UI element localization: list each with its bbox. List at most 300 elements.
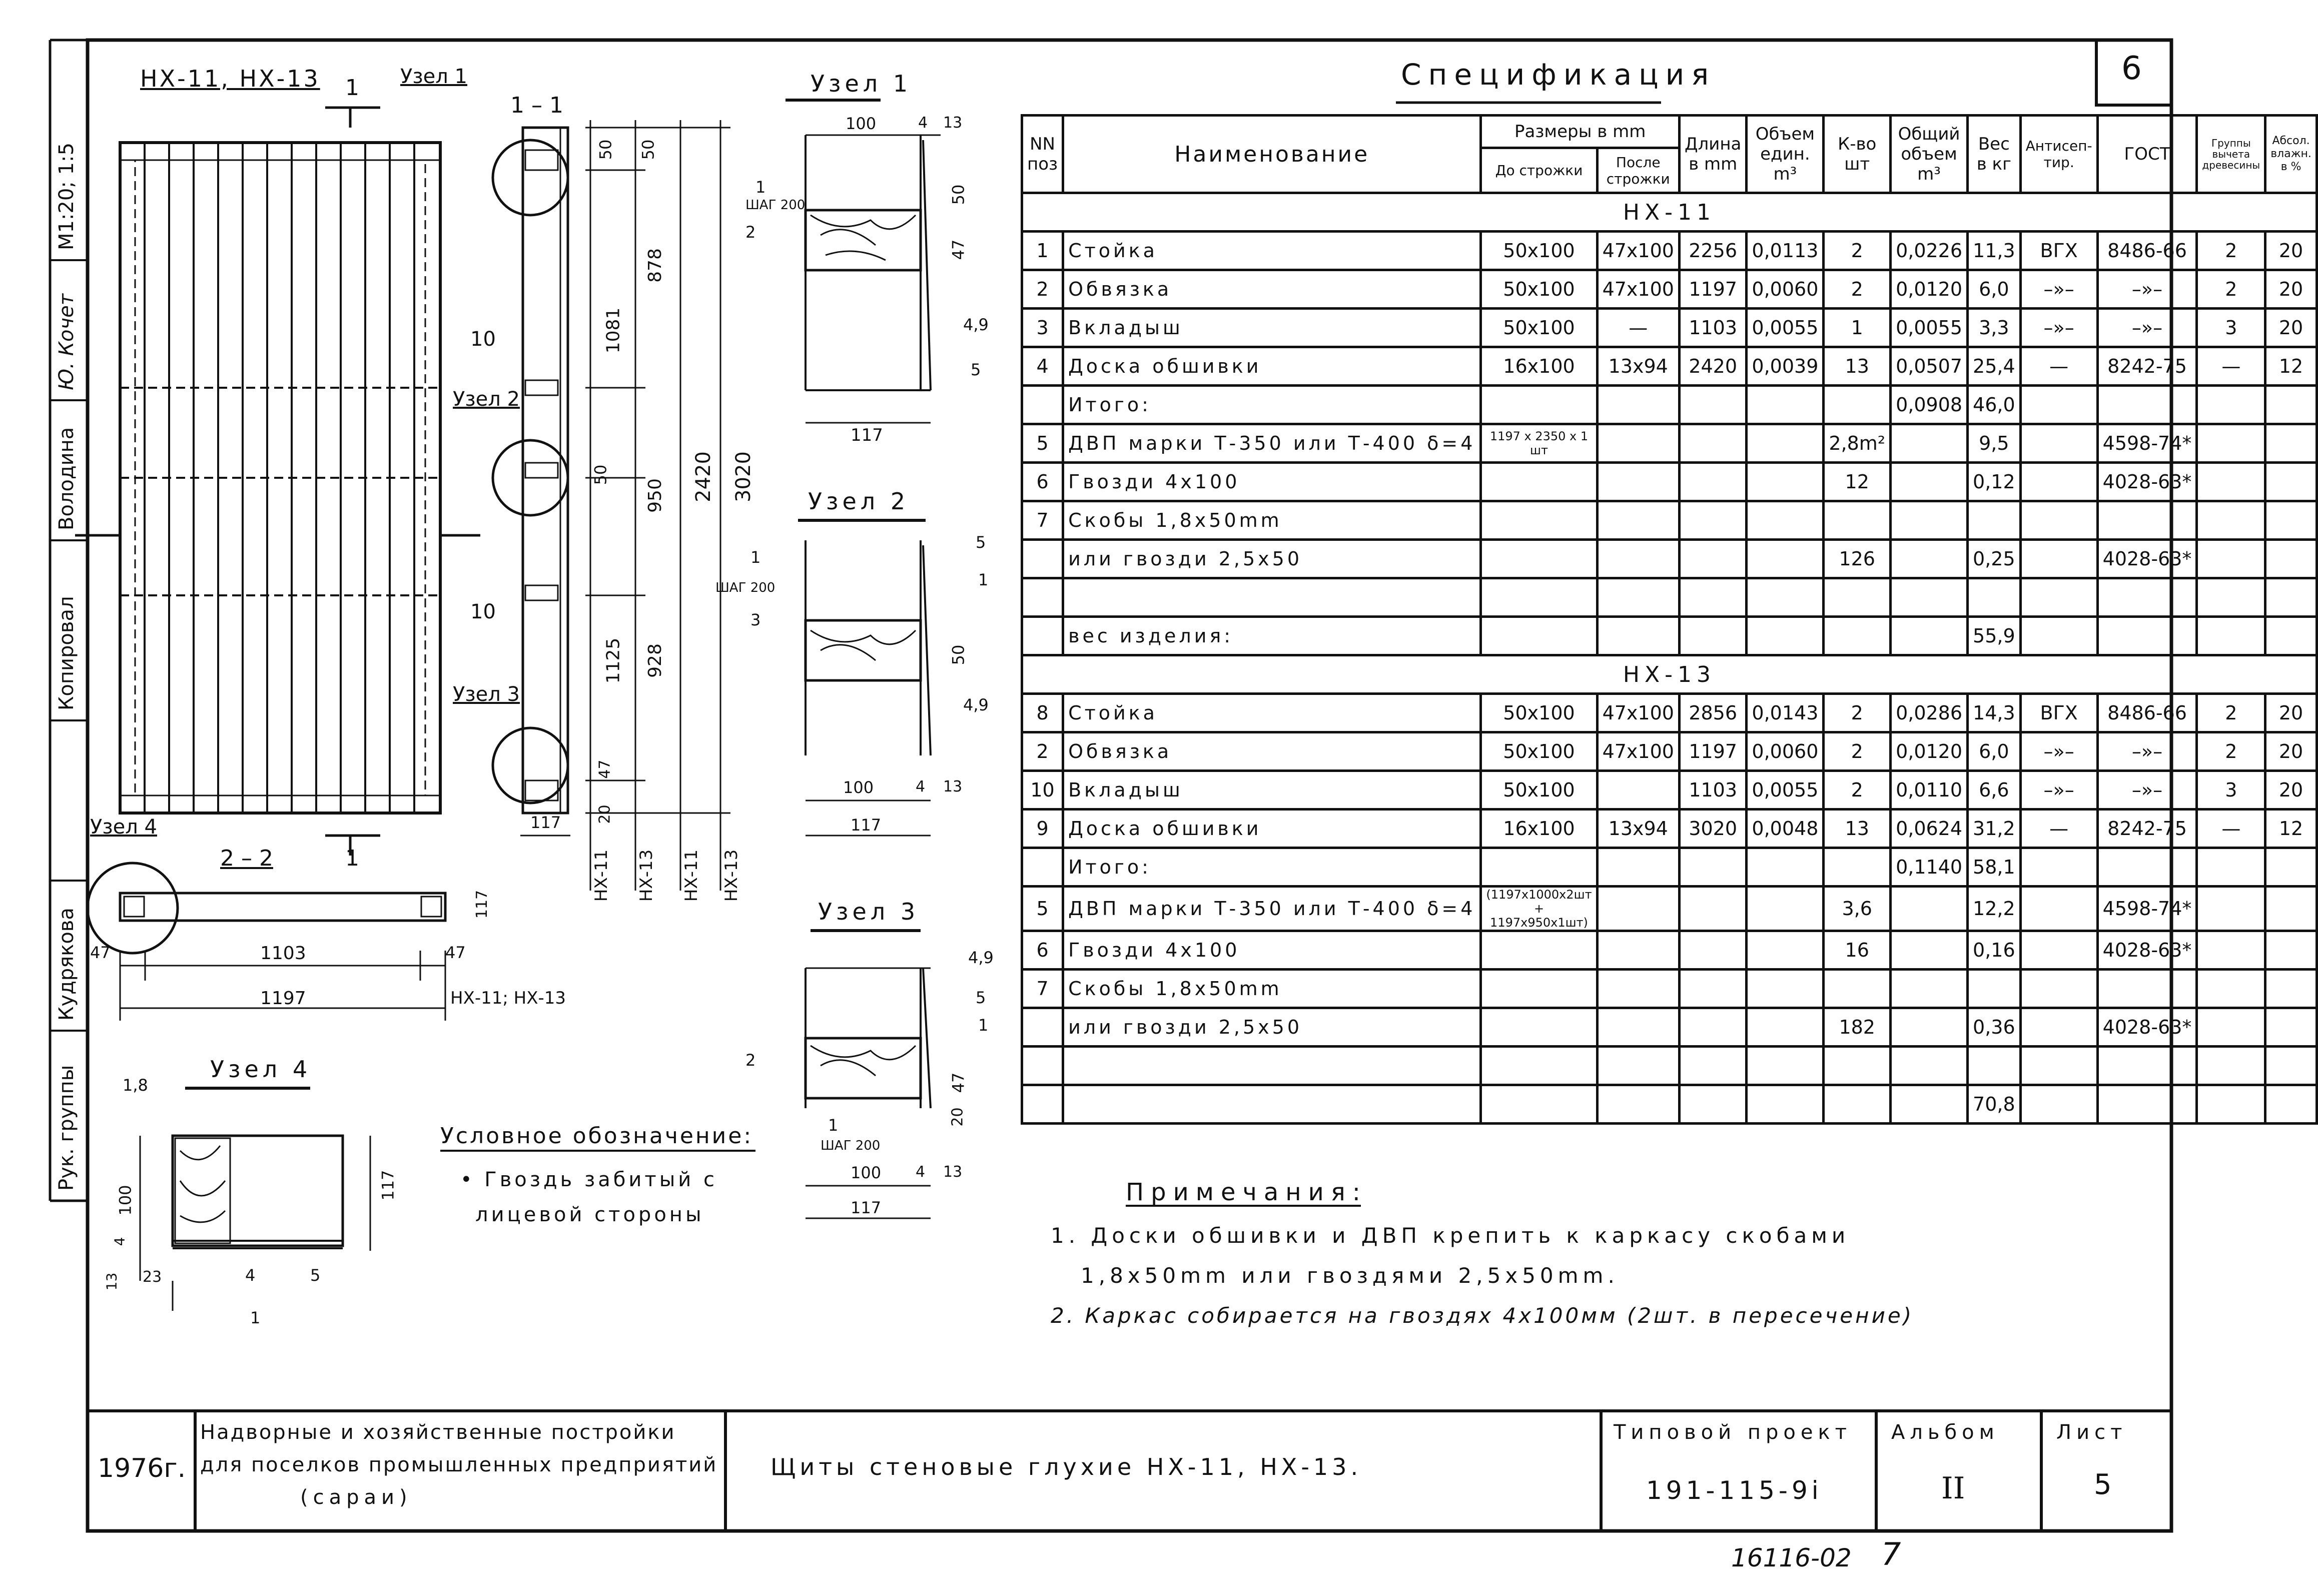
mark: 1: [755, 178, 766, 197]
dim: 1103: [260, 943, 306, 964]
mark: 2: [745, 223, 756, 242]
spec-cell: 4028-63*: [2097, 1008, 2197, 1047]
spec-cell: [1679, 617, 1746, 655]
spec-group-label: НХ-11: [1022, 193, 2317, 232]
spec-cell: [1891, 970, 1968, 1008]
strip-cell: М1:20; 1:5: [55, 143, 78, 250]
spec-row: [1022, 232, 2317, 270]
spec-cell: Итого:: [1063, 848, 1481, 887]
variant-label: НХ-11: [591, 849, 612, 902]
spec-cell: [1481, 848, 1597, 887]
spec-cell: 25,4: [1968, 347, 2021, 386]
spec-cell: 3,6: [1824, 887, 1891, 931]
uzel-3-ref: Узел 3: [453, 683, 520, 706]
dim: 928: [644, 643, 665, 678]
strip-cell: Рук. группы: [55, 1065, 78, 1191]
spec-cell: [2020, 1008, 2097, 1047]
spec-cell: 182: [1824, 1008, 1891, 1047]
spec-cell: 50х100: [1481, 309, 1597, 347]
spec-cell: —: [2020, 347, 2097, 386]
spec-cell: [1597, 1085, 1679, 1124]
spec-cell: или гвозди 2,5х50: [1063, 1008, 1481, 1047]
spec-cell: 2: [1824, 270, 1891, 309]
spec-cell: [1747, 617, 1824, 655]
mark: 1: [828, 1116, 839, 1135]
spec-cell: [1022, 540, 1063, 578]
spec-row: [1022, 1085, 2317, 1124]
legend-line: лицевой стороны: [475, 1203, 704, 1226]
spec-cell: [1891, 1008, 1968, 1047]
spec-cell: [1679, 540, 1746, 578]
spec-cell: [2097, 1085, 2197, 1124]
spec-cell: [1597, 617, 1679, 655]
section-1-1-title: 1 – 1: [510, 93, 563, 118]
variant-label: НХ-11; НХ-13: [450, 988, 566, 1008]
spec-cell: [1597, 578, 1679, 617]
dim: 100: [116, 1185, 135, 1216]
spec-cell: 0,36: [1968, 1008, 2021, 1047]
spec-cell: Скобы 1,8х50mm: [1063, 970, 1481, 1008]
spec-cell: [2197, 887, 2265, 931]
spec-cell: [1597, 386, 1679, 424]
spec-cell: [1891, 424, 1968, 463]
spec-cell: Итого:: [1063, 386, 1481, 424]
spec-cell: 3: [2197, 771, 2265, 810]
spec-cell: 0,12: [1968, 463, 2021, 501]
spec-cell: [1824, 386, 1891, 424]
mark: 1: [750, 548, 761, 567]
shag-label: ШАГ 200: [745, 198, 806, 213]
dim: 117: [473, 890, 491, 919]
dim: 13: [943, 114, 963, 132]
spec-cell: 20: [2265, 270, 2317, 309]
spec-row: [1022, 931, 2317, 970]
mark: 1: [250, 1308, 261, 1327]
dim: 4: [918, 114, 928, 132]
hdr-before: До строжки: [1481, 148, 1597, 193]
spec-cell: [1747, 424, 1824, 463]
spec-cell: [1022, 578, 1063, 617]
spec-cell: [2020, 386, 2097, 424]
mark: 1: [978, 570, 989, 589]
spec-cell: 20: [2265, 232, 2317, 270]
spec-cell: –»–: [2020, 270, 2097, 309]
spec-cell: 0,0624: [1891, 810, 1968, 848]
spec-cell: [1481, 1008, 1597, 1047]
spec-cell: 7: [1022, 970, 1063, 1008]
spec-cell: 50х100: [1481, 732, 1597, 771]
spec-cell: [2020, 1047, 2097, 1085]
spec-cell: ВГХ: [2020, 694, 2097, 732]
spec-cell: 2: [1824, 694, 1891, 732]
spec-cell: 2: [1824, 732, 1891, 771]
spec-cell: [2197, 848, 2265, 887]
spec-cell: вес изделия:: [1063, 617, 1481, 655]
dim: 50: [949, 184, 968, 205]
spec-cell: —: [2197, 347, 2265, 386]
album-label: Альбом: [1891, 1421, 1999, 1444]
spec-cell: 4028-63*: [2097, 931, 2197, 970]
spec-cell: 2420: [1679, 347, 1746, 386]
variant-label: НХ-13: [721, 849, 742, 902]
spec-cell: 2: [1824, 232, 1891, 270]
spec-cell: 4598-74*: [2097, 424, 2197, 463]
mark: 1: [978, 1016, 989, 1035]
spec-cell: [2097, 578, 2197, 617]
spec-body: [1022, 193, 2317, 1124]
spec-cell: [1597, 463, 1679, 501]
spec-cell: [2265, 1008, 2317, 1047]
spec-cell: [1481, 540, 1597, 578]
spec-cell: [1747, 386, 1824, 424]
uzel-1-title: Узел 1: [811, 70, 912, 97]
bottom-code: 16116-02: [1731, 1543, 1852, 1572]
node-1: [786, 100, 941, 423]
hdr-sizes: Размеры в mm: [1481, 116, 1680, 148]
spec-cell: [2197, 424, 2265, 463]
spec-cell: 5: [1022, 424, 1063, 463]
spec-cell: [1747, 848, 1824, 887]
spec-cell: 0,0120: [1891, 270, 1968, 309]
variant-label: НХ-13: [636, 849, 657, 902]
mark: 5: [310, 1266, 321, 1285]
mark: 4,9: [968, 948, 994, 967]
spec-group-row: [1022, 193, 2317, 232]
spec-cell: 8486-66: [2097, 694, 2197, 732]
spec-cell: [1597, 848, 1679, 887]
spec-cell: 12,2: [1968, 887, 2021, 931]
spec-cell: Стойка: [1063, 694, 1481, 732]
hdr-antisept: Антисеп-тир.: [2020, 116, 2097, 193]
spec-cell: –»–: [2097, 309, 2197, 347]
spec-cell: [1824, 501, 1891, 540]
spec-cell: [1679, 970, 1746, 1008]
spec-cell: [1679, 887, 1746, 931]
spec-cell: 20: [2265, 309, 2317, 347]
spec-cell: [2020, 887, 2097, 931]
spec-cell: [2020, 578, 2097, 617]
spec-cell: [1824, 1047, 1891, 1085]
spec-cell: [2265, 1047, 2317, 1085]
spec-cell: 0,0120: [1891, 732, 1968, 771]
spec-cell: 50х100: [1481, 232, 1597, 270]
spec-cell: [1022, 386, 1063, 424]
spec-cell: 11,3: [1968, 232, 2021, 270]
spec-cell: [1891, 501, 1968, 540]
spec-cell: 1197: [1679, 732, 1746, 771]
spec-cell: [1022, 1008, 1063, 1047]
spec-cell: 0,0039: [1747, 347, 1824, 386]
dim: 117: [378, 1170, 398, 1201]
spec-cell: [1597, 887, 1679, 931]
spec-cell: [2020, 848, 2097, 887]
spec-cell: [2197, 463, 2265, 501]
spec-cell: [2197, 1008, 2265, 1047]
spec-cell: [2265, 540, 2317, 578]
spec-cell: [2020, 931, 2097, 970]
spec-cell: 1: [1824, 309, 1891, 347]
spec-cell: 0,0055: [1747, 771, 1824, 810]
spec-cell: [1679, 578, 1746, 617]
spec-cell: [2097, 970, 2197, 1008]
panel-elevation: [75, 108, 480, 856]
spec-cell: [2097, 617, 2197, 655]
spec-cell: 6: [1022, 931, 1063, 970]
spec-row: [1022, 463, 2317, 501]
spec-cell: [2020, 1085, 2097, 1124]
project-name-line: (сараи): [300, 1486, 412, 1509]
album-number: II: [1941, 1471, 1965, 1506]
dim: 950: [644, 478, 665, 513]
item-10-mark: 10: [470, 328, 496, 351]
spec-cell: Обвязка: [1063, 732, 1481, 771]
spec-cell: 2: [2197, 694, 2265, 732]
dim: 117: [851, 425, 883, 445]
spec-cell: [1679, 1085, 1746, 1124]
spec-cell: 0,0286: [1891, 694, 1968, 732]
section-2-2-title: 2 – 2: [220, 846, 273, 871]
dim: 2420: [691, 451, 715, 502]
dim: 23: [143, 1268, 162, 1286]
spec-cell: 6,0: [1968, 270, 2021, 309]
spec-cell: [1063, 578, 1481, 617]
spec-cell: Скобы 1,8х50mm: [1063, 501, 1481, 540]
spec-cell: 0,0048: [1747, 810, 1824, 848]
spec-cell: [1597, 1047, 1679, 1085]
spec-cell: 12: [2265, 810, 2317, 848]
uzel-1-ref: Узел 1: [400, 65, 467, 88]
spec-cell: Вкладыш: [1063, 771, 1481, 810]
spec-cell: 12: [2265, 347, 2317, 386]
spec-cell: –»–: [2020, 771, 2097, 810]
spec-cell: [1824, 578, 1891, 617]
spec-cell: [2197, 1047, 2265, 1085]
spec-cell: 50х100: [1481, 771, 1597, 810]
spec-group-label: НХ-13: [1022, 655, 2317, 694]
dim: 1125: [603, 637, 624, 684]
spec-cell: 20: [2265, 732, 2317, 771]
hdr-after: После строжки: [1597, 148, 1679, 193]
hdr-gost: ГОСТ: [2097, 116, 2197, 193]
spec-cell: [1679, 848, 1746, 887]
spec-cell: [1747, 501, 1824, 540]
spec-cell: 55,9: [1968, 617, 2021, 655]
dim: 13: [943, 778, 963, 795]
spec-cell: [1747, 1008, 1824, 1047]
mark: 5: [971, 360, 981, 379]
spec-cell: [1597, 501, 1679, 540]
spec-cell: [1679, 1008, 1746, 1047]
spec-cell: [2197, 501, 2265, 540]
mark: 1,8: [123, 1076, 148, 1095]
spec-row: [1022, 578, 2317, 617]
spec-cell: 4028-63*: [2097, 540, 2197, 578]
spec-row: [1022, 1008, 2317, 1047]
legend-line: • Гвоздь забитый с: [460, 1168, 717, 1191]
spec-cell: 0,0060: [1747, 270, 1824, 309]
spec-cell: 126: [1824, 540, 1891, 578]
spec-cell: [1679, 1047, 1746, 1085]
dim: 100: [846, 114, 877, 133]
dim: 47: [949, 239, 968, 260]
spec-cell: –»–: [2097, 771, 2197, 810]
spec-cell: 0,0507: [1891, 347, 1968, 386]
spec-cell: 13х94: [1597, 810, 1679, 848]
uzel-4-title: Узел 4: [210, 1056, 312, 1083]
strip-cell: Ю. Кочет: [55, 293, 78, 390]
spec-cell: 16х100: [1481, 810, 1597, 848]
spec-row: [1022, 810, 2317, 848]
spec-cell: [2097, 848, 2197, 887]
spec-cell: [1481, 931, 1597, 970]
hdr-length: Длина в mm: [1679, 116, 1746, 193]
note-line: 2. Каркас собирается на гвоздях 4х100мм (2шт. в пересечение): [1051, 1303, 1914, 1328]
spec-row: [1022, 887, 2317, 931]
spec-cell: 0,0908: [1891, 386, 1968, 424]
strip-cell: Володина: [55, 427, 78, 530]
dim: 20: [596, 805, 614, 824]
spec-cell: [1481, 386, 1597, 424]
spec-cell: [2197, 617, 2265, 655]
spec-cell: 20: [2265, 694, 2317, 732]
spec-cell: Обвязка: [1063, 270, 1481, 309]
spec-cell: 2: [2197, 270, 2265, 309]
mark: 2: [745, 1051, 756, 1070]
mark: 4: [245, 1266, 256, 1285]
spec-cell: 8242-75: [2097, 347, 2197, 386]
spec-cell: [1679, 931, 1746, 970]
mark: 3: [750, 610, 761, 629]
spec-cell: 2: [2197, 732, 2265, 771]
spec-cell: [2020, 501, 2097, 540]
spec-cell: 12: [1824, 463, 1891, 501]
spec-cell: 3: [2197, 309, 2265, 347]
spec-cell: Гвозди 4х100: [1063, 931, 1481, 970]
spec-cell: [1022, 617, 1063, 655]
spec-cell: 2856: [1679, 694, 1746, 732]
dim: 117: [851, 1198, 882, 1217]
spec-cell: 0,0055: [1747, 309, 1824, 347]
spec-cell: [1597, 424, 1679, 463]
spec-cell: [1824, 970, 1891, 1008]
uzel-4-ref: Узел 4: [90, 816, 157, 839]
spec-cell: [1747, 463, 1824, 501]
spec-group-row: [1022, 655, 2317, 694]
spec-cell: [1597, 771, 1679, 810]
spec-cell: [1022, 1085, 1063, 1124]
spec-cell: —: [1597, 309, 1679, 347]
spec-cell: [1679, 386, 1746, 424]
spec-cell: 8242-75: [2097, 810, 2197, 848]
spec-cell: [2265, 617, 2317, 655]
hdr-qty: К-во шт: [1824, 116, 1891, 193]
hdr-vol-total: Общий объем m³: [1891, 116, 1968, 193]
spec-cell: 8486-66: [2097, 232, 2197, 270]
spec-cell: [1747, 931, 1824, 970]
item-10-mark: 10: [470, 600, 496, 623]
spec-cell: Стойка: [1063, 232, 1481, 270]
spec-row: [1022, 386, 2317, 424]
dim: 117: [851, 816, 882, 835]
spec-cell: ДВП марки Т-350 или Т-400 δ=4: [1063, 424, 1481, 463]
spec-cell: ВГХ: [2020, 232, 2097, 270]
dim: 3020: [731, 451, 755, 502]
uzel-2-title: Узел 2: [808, 488, 910, 515]
dim: 13: [103, 1272, 120, 1291]
spec-cell: [1679, 463, 1746, 501]
spec-cell: [2265, 463, 2317, 501]
dim: 50: [638, 139, 658, 160]
spec-cell: 0,0143: [1747, 694, 1824, 732]
spec-cell: 47х100: [1597, 694, 1679, 732]
spec-cell: [1824, 617, 1891, 655]
spec-cell: [1597, 540, 1679, 578]
panel-title: НХ-11, НХ-13: [140, 65, 320, 92]
spec-cell: 0,0110: [1891, 771, 1968, 810]
spec-cell: [1481, 1085, 1597, 1124]
spec-cell: [1022, 1047, 1063, 1085]
spec-cell: [2197, 1085, 2265, 1124]
dim: 47: [596, 759, 614, 779]
title-year: 1976г.: [98, 1453, 186, 1483]
spec-cell: 4: [1022, 347, 1063, 386]
spec-row: [1022, 848, 2317, 887]
spec-cell: 31,2: [1968, 810, 2021, 848]
spec-row: [1022, 1047, 2317, 1085]
shag-label: ШАГ 200: [821, 1138, 881, 1153]
spec-cell: Гвозди 4х100: [1063, 463, 1481, 501]
spec-cell: [2265, 887, 2317, 931]
dim: 4: [111, 1237, 128, 1246]
spec-cell: [2265, 970, 2317, 1008]
spec-cell: [1597, 931, 1679, 970]
spec-cell: 3,3: [1968, 309, 2021, 347]
spec-cell: –»–: [2097, 270, 2197, 309]
spec-cell: [1824, 848, 1891, 887]
mark: 5: [976, 988, 986, 1007]
spec-cell: 9: [1022, 810, 1063, 848]
spec-cell: [1747, 1047, 1824, 1085]
typical-label: Типовой проект: [1614, 1421, 1852, 1444]
spec-row: [1022, 501, 2317, 540]
spec-cell: 3: [1022, 309, 1063, 347]
spec-row: [1022, 771, 2317, 810]
spec-cell: 4028-63*: [2097, 463, 2197, 501]
section-mark: 1: [345, 846, 359, 871]
spec-cell: 6,6: [1968, 771, 2021, 810]
spec-cell: [1481, 970, 1597, 1008]
spec-cell: 0,25: [1968, 540, 2021, 578]
spec-cell: [2020, 617, 2097, 655]
spec-cell: 50х100: [1481, 270, 1597, 309]
spec-row: [1022, 617, 2317, 655]
spec-row: [1022, 309, 2317, 347]
spec-cell: 50х100: [1481, 694, 1597, 732]
spec-cell: –»–: [2020, 309, 2097, 347]
spec-cell: 16х100: [1481, 347, 1597, 386]
spec-cell: 6: [1022, 463, 1063, 501]
dim: 100: [851, 1163, 882, 1182]
spec-cell: 46,0: [1968, 386, 2021, 424]
dim: 4,9: [963, 695, 989, 714]
spec-cell: 6,0: [1968, 732, 2021, 771]
spec-cell: ДВП марки Т-350 или Т-400 δ=4: [1063, 887, 1481, 931]
spec-cell: [1679, 501, 1746, 540]
typical-number: 191-115-9і: [1646, 1476, 1823, 1505]
dim: 50: [949, 644, 968, 665]
spec-cell: 13: [1824, 347, 1891, 386]
spec-cell: [2097, 501, 2197, 540]
